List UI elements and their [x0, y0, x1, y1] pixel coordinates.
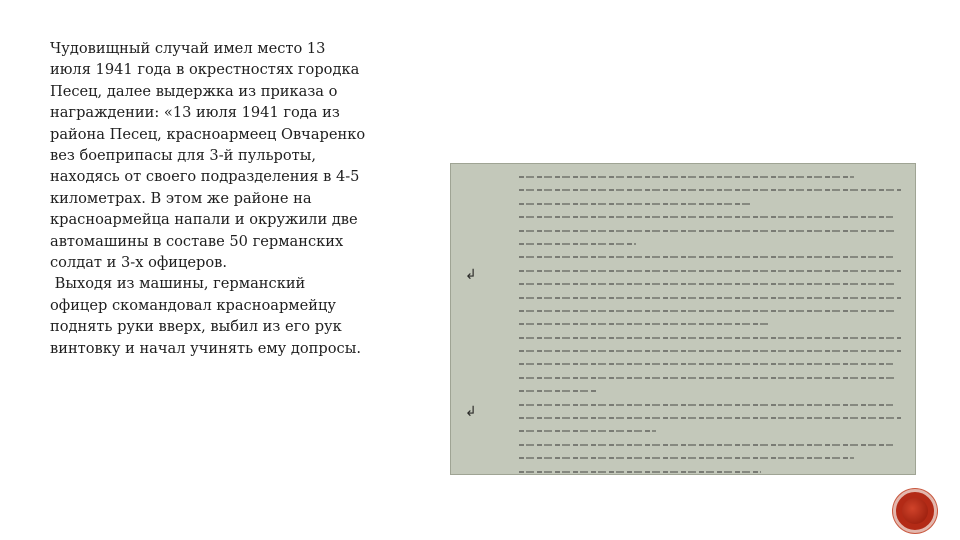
doc-line — [519, 350, 901, 352]
doc-line — [519, 230, 897, 232]
doc-line — [519, 283, 897, 285]
doc-line — [519, 243, 636, 245]
doc-line — [519, 203, 753, 205]
doc-line — [519, 404, 893, 406]
doc-line — [519, 377, 897, 379]
margin-mark-icon: ↲ — [465, 267, 477, 283]
doc-line — [519, 256, 893, 258]
doc-line — [519, 337, 901, 339]
doc-line — [519, 417, 901, 419]
doc-line — [519, 297, 901, 299]
doc-line — [519, 471, 761, 473]
circle-nav-icon — [902, 498, 928, 524]
doc-line — [519, 363, 893, 365]
doc-line — [519, 323, 769, 325]
doc-line — [519, 457, 854, 459]
doc-line — [519, 270, 901, 272]
doc-line — [519, 176, 854, 178]
doc-line — [519, 310, 897, 312]
doc-line — [519, 444, 893, 446]
body-text: Чудовищный случай имел место 13 июля 1941 года в окрестностях городка Песец, далее выдержка из приказа о награждении: «13 июля 1941 года из района Песец, красноармеец Овчаренко вез боеприпасы для 3-й пульроты, находясь от своего подразделения в 4-5 километрах. В этом же районе на красноармейца напали и окружили две автомашины в составе 50 германских солдат и 3-х офицеров. Выходя из машины, германский офицер скомандовал красноармейцу поднять руки вверх, выбил из его рук винтовку и начал учинять ему допросы. — [50, 40, 366, 357]
doc-line — [519, 216, 893, 218]
document-text-lines — [519, 176, 909, 474]
doc-line — [519, 430, 656, 432]
next-slide-button[interactable] — [893, 489, 937, 533]
doc-line — [519, 189, 901, 191]
margin-mark-icon: ↲ — [465, 404, 477, 420]
doc-line — [519, 390, 597, 392]
scanned-document-image — [450, 163, 916, 475]
